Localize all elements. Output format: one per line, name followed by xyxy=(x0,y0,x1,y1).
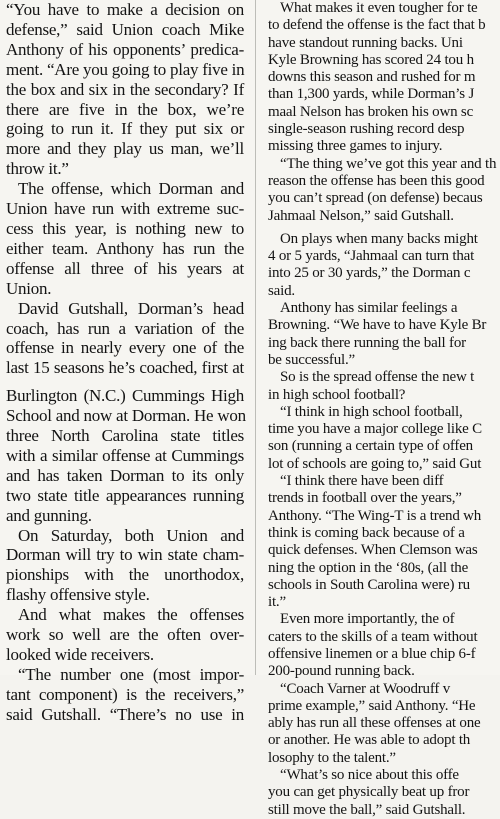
paragraph-start-line: And what makes the offenses xyxy=(18,605,244,625)
text-line: schools in South Carolina were) ru xyxy=(268,576,470,593)
text-line: Dorman will try to win state cham- xyxy=(6,545,244,565)
text-line: have standout running backs. Uni xyxy=(268,34,463,51)
text-line: offense all three of his years at xyxy=(6,258,244,278)
text-line: than 1,300 yards, while Dorman’s J xyxy=(268,86,475,103)
paragraph-start-line: “The number one (most impor- xyxy=(18,664,244,684)
text-line: pionships with the unorthodox, xyxy=(6,565,244,585)
text-line: the box and six in the secondary? If xyxy=(6,79,244,99)
text-line: time you have a major college like C xyxy=(268,421,482,438)
text-line: two state title appearances running xyxy=(6,485,244,505)
text-line: Union. xyxy=(6,278,52,298)
text-line: “You have to make a decision on xyxy=(6,0,244,19)
paragraph-start-line: On Saturday, both Union and xyxy=(18,525,244,545)
paragraph-start-line: On plays when many backs might xyxy=(280,230,478,247)
text-line: going to run it. If they put six or xyxy=(6,119,244,139)
text-line: son (running a certain type of offen xyxy=(268,438,473,455)
text-line: you can’t spread (on defense) becaus xyxy=(268,190,483,207)
text-line: School and now at Dorman. He won xyxy=(6,406,246,426)
paragraph-start-line: “I think there have been diff xyxy=(280,473,444,490)
text-line: and has taken Dorman to its only xyxy=(6,465,244,485)
text-line: Jahmaal Nelson,” said Gutshall. xyxy=(268,207,454,224)
text-line: trends in football over the years,” xyxy=(268,490,462,507)
text-line: prime example,” said Anthony. “He xyxy=(268,697,476,714)
text-line: single-season rushing record desp xyxy=(268,121,465,138)
text-line: ing back there running the ball for xyxy=(268,334,466,351)
text-line: 4 or 5 yards, “Jahmaal can turn that xyxy=(268,248,475,265)
text-line: either team. Anthony has run the xyxy=(6,238,244,258)
text-line: you can get physically beat up fror xyxy=(268,784,470,801)
text-line: cess this year, is nothing new to xyxy=(6,218,244,238)
text-line: ning the option in the ‘80s, (all the xyxy=(268,559,469,576)
text-line: and gunning. xyxy=(6,505,92,525)
text-line: maal Nelson has broken his own sc xyxy=(268,103,474,120)
text-line: Burlington (N.C.) Cummings High xyxy=(6,386,244,406)
text-line: looked wide receivers. xyxy=(6,645,154,664)
text-line: missing three games to injury. xyxy=(268,138,443,155)
paragraph-start-line: David Gutshall, Dorman’s head xyxy=(18,298,244,318)
text-line: be successful.” xyxy=(268,351,355,368)
text-line: coach, has run a variation of the xyxy=(6,318,244,338)
text-line: to defend the offense is the fact that b xyxy=(268,17,486,34)
text-line: Browning. “We have to have Kyle Br xyxy=(268,317,487,334)
paragraph-start-line: What makes it even tougher for te xyxy=(280,0,478,16)
text-line: said. xyxy=(268,282,295,299)
text-line: flashy offensive style. xyxy=(6,585,150,605)
text-line: ably has run all these offenses at one xyxy=(268,715,481,732)
paragraph-start-line: “The thing we’ve got this year and th xyxy=(280,155,497,172)
text-line: tant component) is the receivers,” xyxy=(6,684,244,704)
text-line: in high school football? xyxy=(268,386,406,403)
text-line: last 15 seasons he’s coached, first at xyxy=(6,358,244,378)
text-line: offensive linemen or a blue chip 6-f xyxy=(268,645,476,662)
text-line: with a similar offense at Cummings xyxy=(6,445,244,465)
article-column-left xyxy=(6,0,246,724)
text-line: into 25 or 30 yards,” the Dorman c xyxy=(268,265,471,282)
text-line: still move the ball,” said Gutshall. xyxy=(268,801,466,818)
text-line: it.” xyxy=(268,594,286,611)
text-line: Kyle Browning has scored 24 tou h xyxy=(268,51,474,68)
paragraph-start-line: The offense, which Dorman and xyxy=(18,179,244,199)
paragraph-start-line: So is the spread offense the new t xyxy=(280,369,475,386)
text-line: or another. He was able to adopt th xyxy=(268,732,471,749)
paragraph-start-line: Anthony has similar feelings a xyxy=(280,300,458,317)
text-line: Anthony of his opponents’ predica- xyxy=(6,39,244,59)
column-divider xyxy=(255,0,256,675)
text-line: three North Carolina state titles xyxy=(6,426,244,446)
text-line: defense,” said Union coach Mike xyxy=(6,19,244,39)
text-line: offense in nearly every one of the xyxy=(6,338,244,358)
text-line: think is coming back because of a xyxy=(268,524,465,541)
text-line: Anthony. “The Wing-T is a trend wh xyxy=(268,507,482,524)
text-line: lot of schools are going to,” said Gut xyxy=(268,455,482,472)
text-line: quick defenses. When Clemson was xyxy=(268,542,478,559)
text-line: downs this season and rushed for m xyxy=(268,69,476,86)
text-line: reason the offense has been this good xyxy=(268,172,485,189)
text-line: work so well are the often over- xyxy=(6,625,244,645)
text-line: more and they play us man, we’ll xyxy=(6,139,244,159)
text-line: there are five in the box, we’re xyxy=(6,99,244,119)
article-column-right xyxy=(268,0,497,818)
text-line: ment. “Are you going to play five in xyxy=(6,59,245,79)
text-line: caters to the skills of a team without xyxy=(268,628,478,645)
text-line: 200-pound running back. xyxy=(268,663,415,680)
text-line: Union have run with extreme suc- xyxy=(6,199,244,219)
text-line: throw it.” xyxy=(6,159,69,179)
text-line: losophy to the talent.” xyxy=(268,749,396,766)
paragraph-start-line: “Coach Varner at Woodruff v xyxy=(280,680,451,697)
paragraph-start-line: “I think in high school football, xyxy=(280,403,463,420)
paragraph-start-line: “What’s so nice about this offe xyxy=(280,767,459,784)
paragraph-start-line: Even more importantly, the of xyxy=(280,611,455,628)
text-line: said Gutshall. “There’s no use in xyxy=(6,704,244,724)
column-gap xyxy=(6,378,244,386)
